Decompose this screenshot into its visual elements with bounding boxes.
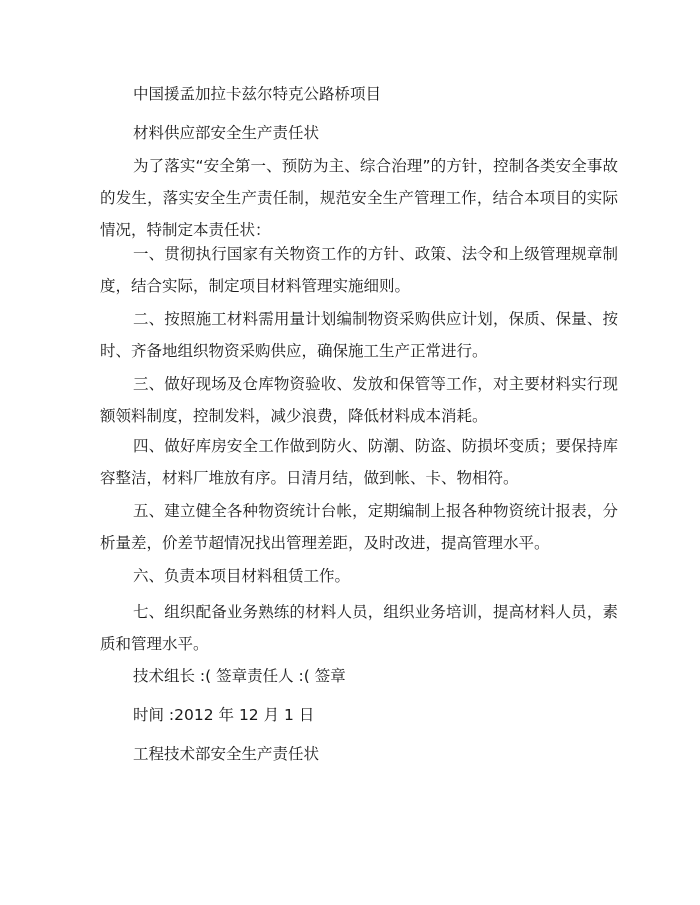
clause-3: 三、做好现场及仓库物资验收、发放和保管等工作，对主要材料实行现额领料制度，控制发料，减少浪费，降低材料成本消耗。 [100, 375, 618, 425]
clause-6: 六、负责本项目材料租赁工作。 [133, 567, 351, 585]
clause-5: 五、建立健全各种物资统计台帐，定期编制上报各种物资统计报表，分析量差，价差节超情况找出管理差距，及时改进，提高管理水平。 [100, 502, 618, 552]
project-title: 中国援孟加拉卡兹尔特克公路桥项目 [133, 85, 382, 103]
clause-1: 一、贯彻执行国家有关物资工作的方针、政策、法令和上级管理规章制度，结合实际，制定项目材料管理实施细则。 [100, 245, 618, 295]
date-line: 时间 :2012 年 12 月 1 日 [133, 706, 315, 724]
intro-paragraph: 为了落实“安全第一、预防为主、综合治理”的方针，控制各类安全事故的发生，落实安全生产责任制，规范安全生产管理工作，结合本项目的实际情况，特制定本责任状： [100, 157, 618, 239]
next-section-heading: 工程技术部安全生产责任状 [133, 745, 320, 763]
signature-line: 技术组长 :( 签章责任人 :( 签章 [133, 667, 346, 685]
clause-4: 四、做好库房安全工作做到防火、防潮、防盗、防损坏变质；要保持库容整洁，材料厂堆放有序。日清月结，做到帐、卡、物相符。 [100, 437, 618, 487]
clause-2: 二、按照施工材料需用量计划编制物资采购供应计划，保质、保量、按时、齐备地组织物资采购供应，确保施工生产正常进行。 [100, 310, 618, 360]
document-heading: 材料供应部安全生产责任状 [133, 124, 320, 142]
clause-7: 七、组织配备业务熟练的材料人员，组织业务培训，提高材料人员，素质和管理水平。 [100, 603, 618, 653]
